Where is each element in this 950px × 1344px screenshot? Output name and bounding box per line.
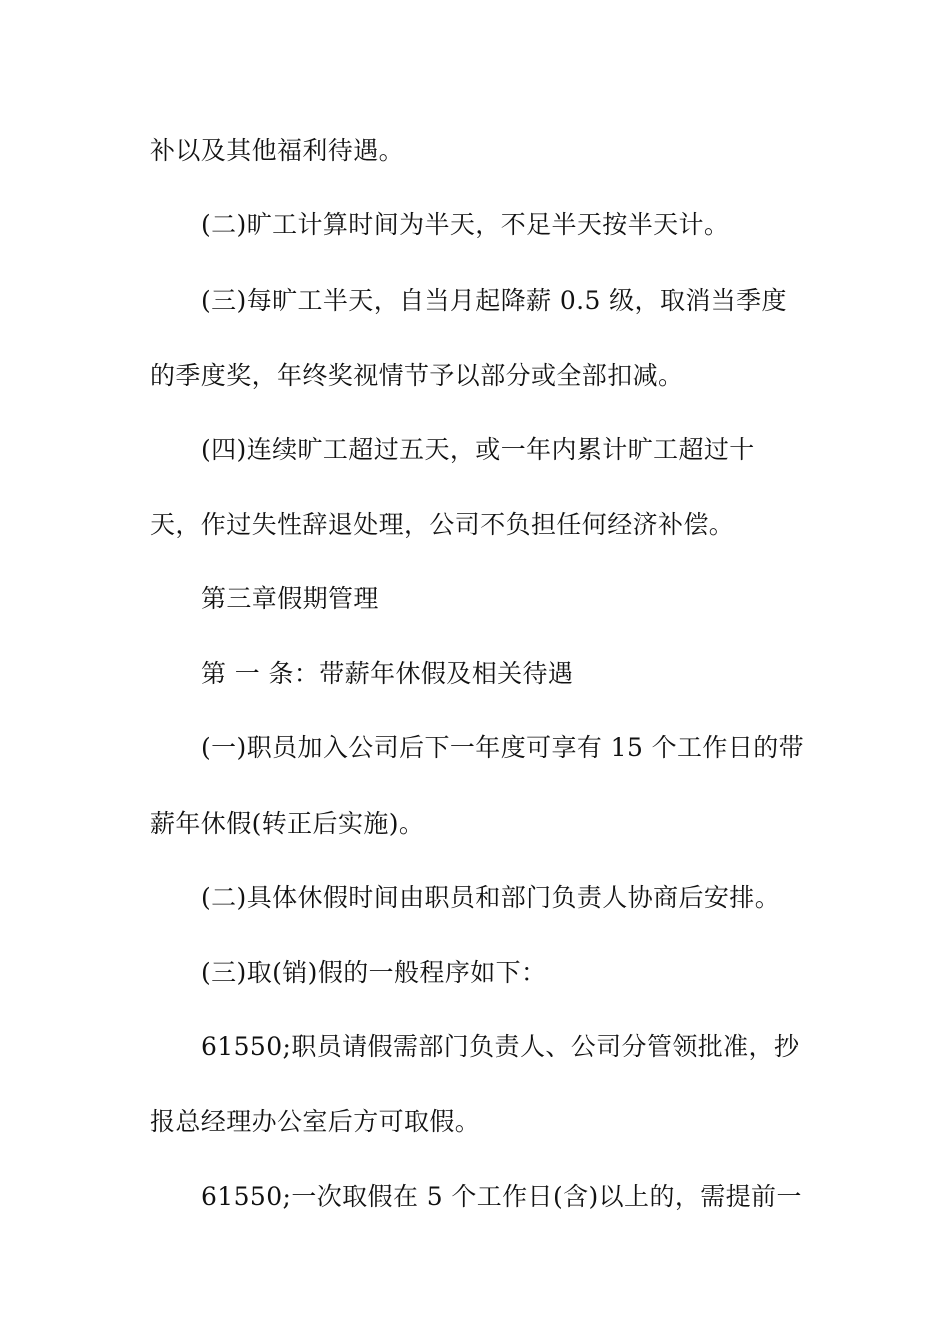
text-line-15: 61550;一次取假在 5 个工作日(含)以上的，需提前一 [201, 1182, 802, 1211]
text-line-1: 补以及其他福利待遇。 [150, 136, 405, 165]
text-line-11: (二)具体休假时间由职员和部门负责人协商后安排。 [201, 883, 781, 912]
chapter-heading: 第三章假期管理 [201, 584, 379, 613]
text-line-3: (三)每旷工半天，自当月起降薪 0.5 级，取消当季度 [201, 286, 787, 315]
text-line-14: 报总经理办公室后方可取假。 [150, 1107, 481, 1136]
text-line-9: (一)职员加入公司后下一年度可享有 15 个工作日的带 [201, 733, 805, 762]
text-line-12: (三)取(销)假的一般程序如下： [201, 958, 547, 987]
article-heading: 第 一 条：带薪年休假及相关待遇 [201, 659, 574, 688]
text-line-5: (四)连续旷工超过五天，或一年内累计旷工超过十 [201, 435, 755, 464]
text-line-6: 天，作过失性辞退处理，公司不负担任何经济补偿。 [150, 510, 735, 539]
text-line-10: 薪年休假(转正后实施)。 [150, 809, 425, 838]
text-line-4: 的季度奖，年终奖视情节予以部分或全部扣减。 [150, 361, 684, 390]
text-line-13: 61550;职员请假需部门负责人、公司分管领批准，抄 [201, 1032, 800, 1061]
text-line-2: (二)旷工计算时间为半天，不足半天按半天计。 [201, 210, 730, 239]
